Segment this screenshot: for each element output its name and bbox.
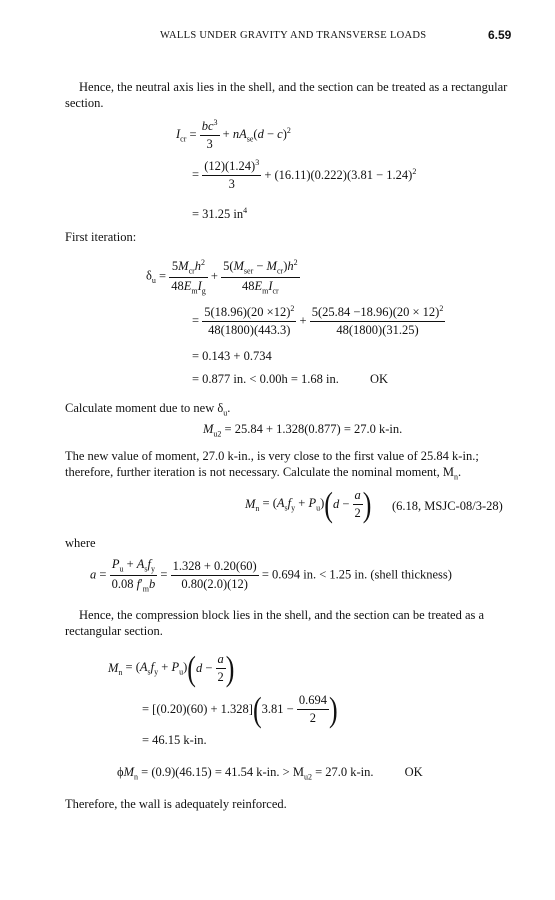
icr-result: = 31.25 $in^4$ [192, 206, 248, 222]
delta-sum: = 0.143 + 0.734 [192, 349, 272, 363]
page-number: 6.59 [488, 28, 512, 42]
running-title: WALLS UNDER GRAVITY AND TRANSVERSE LOADS [160, 30, 427, 41]
icr-substitution: = $\frac{(12)(1.24)^3}{3}$ + $(16.11)(0.222)(3.81 - 1.24)^2$ [192, 158, 417, 192]
icr-formula: $I_{cr}$ = $\frac{bc^3}{3}$ + $nA_{se}(d - c)^2$ [176, 118, 291, 152]
a-equation: a = $\frac{P_u + A_sf_y}{0.08 f'_mb}$ = $\frac{1.328 + 0.20(60)}{0.80(2.0)(12)}$ = 0.694 in. < 1.25 in. (shell thickness) [90, 557, 452, 593]
conclusion: Therefore, the wall is adequately reinforced. [65, 797, 287, 811]
where-label: where [65, 536, 96, 550]
paragraph-compression-block: Hence, the compression block lies in the shell, and the section can be treated as a rectangular section. [65, 608, 485, 638]
calc-moment-label: Calculate moment due to new $\delta_u$. [65, 401, 231, 418]
delta-substitution: = $\frac{5(18.96)(20 \times 12)^2}{48(1800)(443.3)}$ + $\frac{5(25.84 -18.96)(20 \times 12)^2}{48(1800)(31.25)}$ [192, 304, 444, 338]
mn-result: = 46.15 k-in. [142, 733, 207, 747]
delta-result: = 0.877 in. < 0.00h = 1.68 in. OK [192, 372, 389, 386]
delta-formula: $\delta_u$ = $\frac{5M_{cr}h^2}{48E_mI_g}$ + $\frac{5(M_{ser} - M_{cr})h^2}{48E_mI_{cr}}$ [146, 258, 298, 296]
phi-mn-check: $\phi M_n = (0.9)(46.15) = 41.54$ k-in. > $M_{u2} = 27.0$ k-in. OK [117, 765, 423, 782]
mn-formula: $M_n = (A_sf_y + P_u)(d$ − $\frac{a}{2}$ ) [245, 484, 372, 524]
paragraph-new-value: The new value of moment, 27.0 k-in., is very close to the first value of 25.84 k-in.; therefore, further iteration is not necessary. Calculate the nominal moment, $M_n$. [65, 449, 479, 482]
paragraph-neutral-axis: Hence, the neutral axis lies in the shell, and the section can be treated as a rectangular section. [65, 80, 508, 110]
mu2-equation: $M_{u2} = 25.84 + 1.328(0.877) = 27.0$ k-in. [203, 422, 403, 439]
mn-substitution: = [(0.20)(60) + 1.328](3.81 − $\frac{0.694}{2}$ ) [142, 689, 338, 729]
first-iteration-label: First iteration: [65, 230, 137, 244]
mn-formula-repeat: $M_n = (A_sf_y + P_u)(d$ − $\frac{a}{2}$ ) [108, 648, 235, 688]
equation-reference: (6.18, MSJC-08/3-28) [392, 499, 503, 513]
